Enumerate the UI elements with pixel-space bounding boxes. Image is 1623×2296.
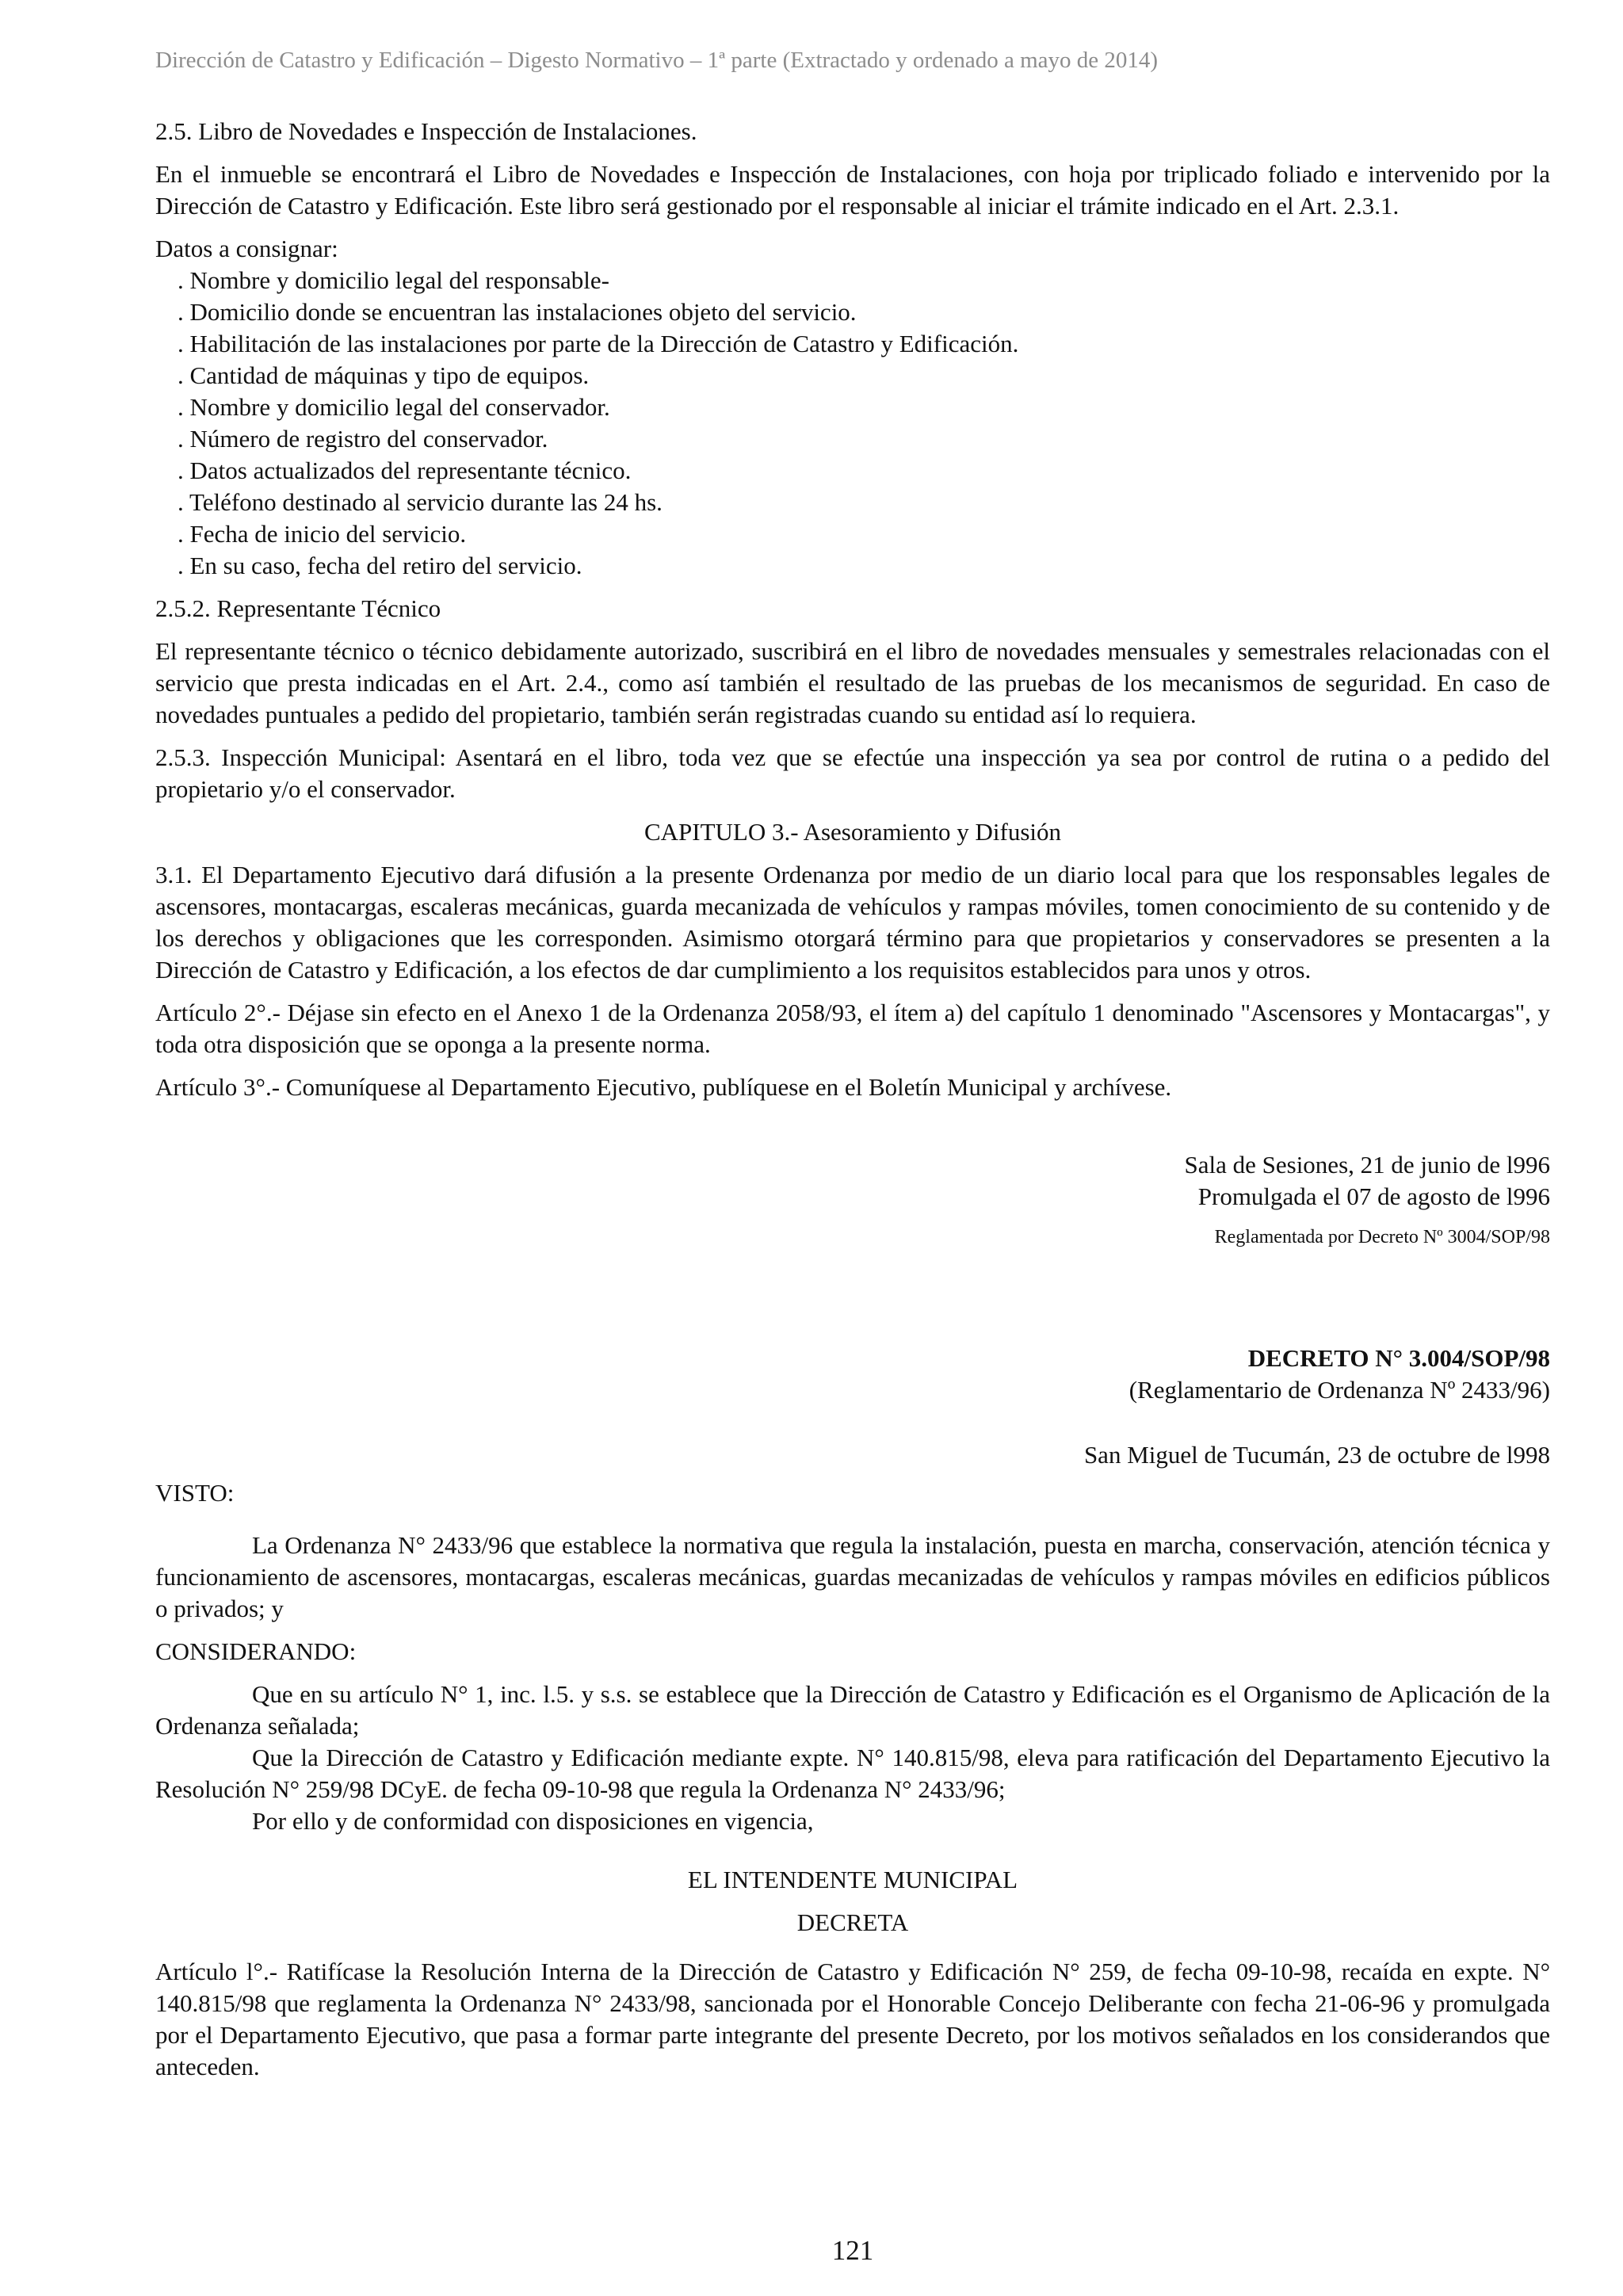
- document-page: [155, 0, 1550, 2296]
- datos-item: . Teléfono destinado al servicio durante las 24 hs.: [178, 488, 663, 516]
- intendente-heading: EL INTENDENTE MUNICIPAL: [687, 1866, 1018, 1893]
- section-2-5-2-body: El representante técnico o técnico debidamente autorizado, suscribirá en el libro de novedades mensuales y semestrales relacionadas con el servicio que presta indicadas en el Art. 2.4., como así también el resultado de las pruebas de los mecanismos de seguridad. En caso de novedades puntuales a pedido del propietario, también serán registradas cuando su entidad así lo requiera.: [155, 637, 1550, 728]
- considerando-item: Que en su artículo N° 1, inc. l.5. y s.s. se establece que la Dirección de Catastro y Edificación es el Organismo de Aplicación de la Ordenanza señalada;: [155, 1680, 1550, 1740]
- visto-label: VISTO:: [155, 1479, 235, 1507]
- decreto-title: DECRETO N° 3.004/SOP/98: [1247, 1344, 1550, 1372]
- considerando-item: Que la Dirección de Catastro y Edificación mediante expte. N° 140.815/98, eleva para ratificación del Departamento Ejecutivo la Resolución N° 259/98 DCyE. de fecha 09-10-98 que regula la Ordenanza N° 2433/96;: [155, 1744, 1550, 1803]
- datos-item: . Fecha de inicio del servicio.: [178, 520, 467, 548]
- section-2-5-body: En el inmueble se encontrará el Libro de Novedades e Inspección de Instalaciones, con hoja por triplicado foliado e intervenido por la Dirección de Catastro y Edificación. Este libro será gestionado por el responsable al iniciar el trámite indicado en el Art. 2.3.1.: [155, 160, 1550, 220]
- decreta-heading: DECRETA: [796, 1908, 909, 1936]
- page-number: 121: [831, 2235, 874, 2266]
- datos-item: . Domicilio donde se encuentran las instalaciones objeto del servicio.: [178, 298, 857, 326]
- datos-item: . Nombre y domicilio legal del responsable-: [178, 266, 609, 294]
- section-2-5-2-title: 2.5.2. Representante Técnico: [155, 594, 441, 622]
- datos-item: . Cantidad de máquinas y tipo de equipos.: [178, 361, 590, 389]
- running-header: Dirección de Catastro y Edificación – Digesto Normativo – 1ª parte (Extractado y ordenado a mayo de 2014): [155, 48, 1159, 73]
- article-3: Artículo 3°.- Comuníquese al Departamento Ejecutivo, publíquese en el Boletín Municipal y archívese.: [155, 1073, 1172, 1101]
- considerando-item: Por ello y de conformidad con disposiciones en vigencia,: [252, 1807, 814, 1835]
- sala-de-sesiones: Sala de Sesiones, 21 de junio de l996: [1184, 1151, 1550, 1179]
- decreto-date: San Miguel de Tucumán, 23 de octubre de l998: [1083, 1441, 1550, 1469]
- section-3-1-body: 3.1. El Departamento Ejecutivo dará difusión a la presente Ordenanza por medio de un diario local para que los responsables legales de ascensores, montacargas, escaleras mecánicas, guarda mecanizada de vehículos y rampas móviles, tomen conocimiento de su contenido y de los derechos y obligaciones que les corresponden. Asimismo otorgará término para que propietarios y conservadores se presenten a la Dirección de Catastro y Edificación, a los efectos de dar cumplimiento a los requisitos establecidos para unos y otros.: [155, 861, 1550, 984]
- article-2: Artículo 2°.- Déjase sin efecto en el Anexo 1 de la Ordenanza 2058/93, el ítem a) del capítulo 1 denominado "Ascensores y Montacargas", y toda otra disposición que se oponga a la presente norma.: [155, 999, 1550, 1058]
- datos-title: Datos a consignar:: [155, 235, 338, 262]
- chapter-3-title: CAPITULO 3.- Asesoramiento y Difusión: [643, 818, 1062, 846]
- datos-list: [155, 233, 1550, 582]
- datos-item: . Datos actualizados del representante técnico.: [178, 457, 632, 484]
- datos-item: . En su caso, fecha del retiro del servicio.: [178, 552, 582, 579]
- decreto-subtitle: (Reglamentario de Ordenanza Nº 2433/96): [1128, 1376, 1550, 1404]
- datos-item: . Nombre y domicilio legal del conservador.: [178, 393, 610, 421]
- section-2-5-title: 2.5. Libro de Novedades e Inspección de Instalaciones.: [155, 117, 697, 145]
- section-2-5-3-body: 2.5.3. Inspección Municipal: Asentará en el libro, toda vez que se efectúe una inspección ya sea por control de rutina o a pedido del propietario y/o el conservador.: [155, 743, 1550, 803]
- decreto-article-1: Artículo l°.- Ratifícase la Resolución Interna de la Dirección de Catastro y Edificación N° 259, de fecha 09-10-98, recaída en expte. N° 140.815/98 que reglamenta la Ordenanza N° 2433/98, sancionada por el Honorable Concejo Deliberante con fecha 21-06-96 y promulgada por el Departamento Ejecutivo, que pasa a formar parte integrante del presente Decreto, por los motivos señalados en los considerandos que anteceden.: [155, 1958, 1550, 2080]
- datos-item: . Número de registro del conservador.: [178, 425, 548, 453]
- datos-item: . Habilitación de las instalaciones por parte de la Dirección de Catastro y Edificación.: [178, 330, 1019, 357]
- visto-body: La Ordenanza N° 2433/96 que establece la normativa que regula la instalación, puesta en marcha, conservación, atención técnica y funcionamiento de ascensores, montacargas, escaleras mecánicas, guardas mecanizadas de vehículos y rampas móviles en edificios públicos o privados; y: [155, 1531, 1550, 1622]
- promulgada-date: Promulgada el 07 de agosto de l996: [1197, 1182, 1550, 1210]
- considerando-label: CONSIDERANDO:: [155, 1637, 357, 1665]
- page-content: [155, 116, 1550, 2094]
- reglamentada-note: Reglamentada por Decreto Nº 3004/SOP/98: [1214, 1227, 1550, 1247]
